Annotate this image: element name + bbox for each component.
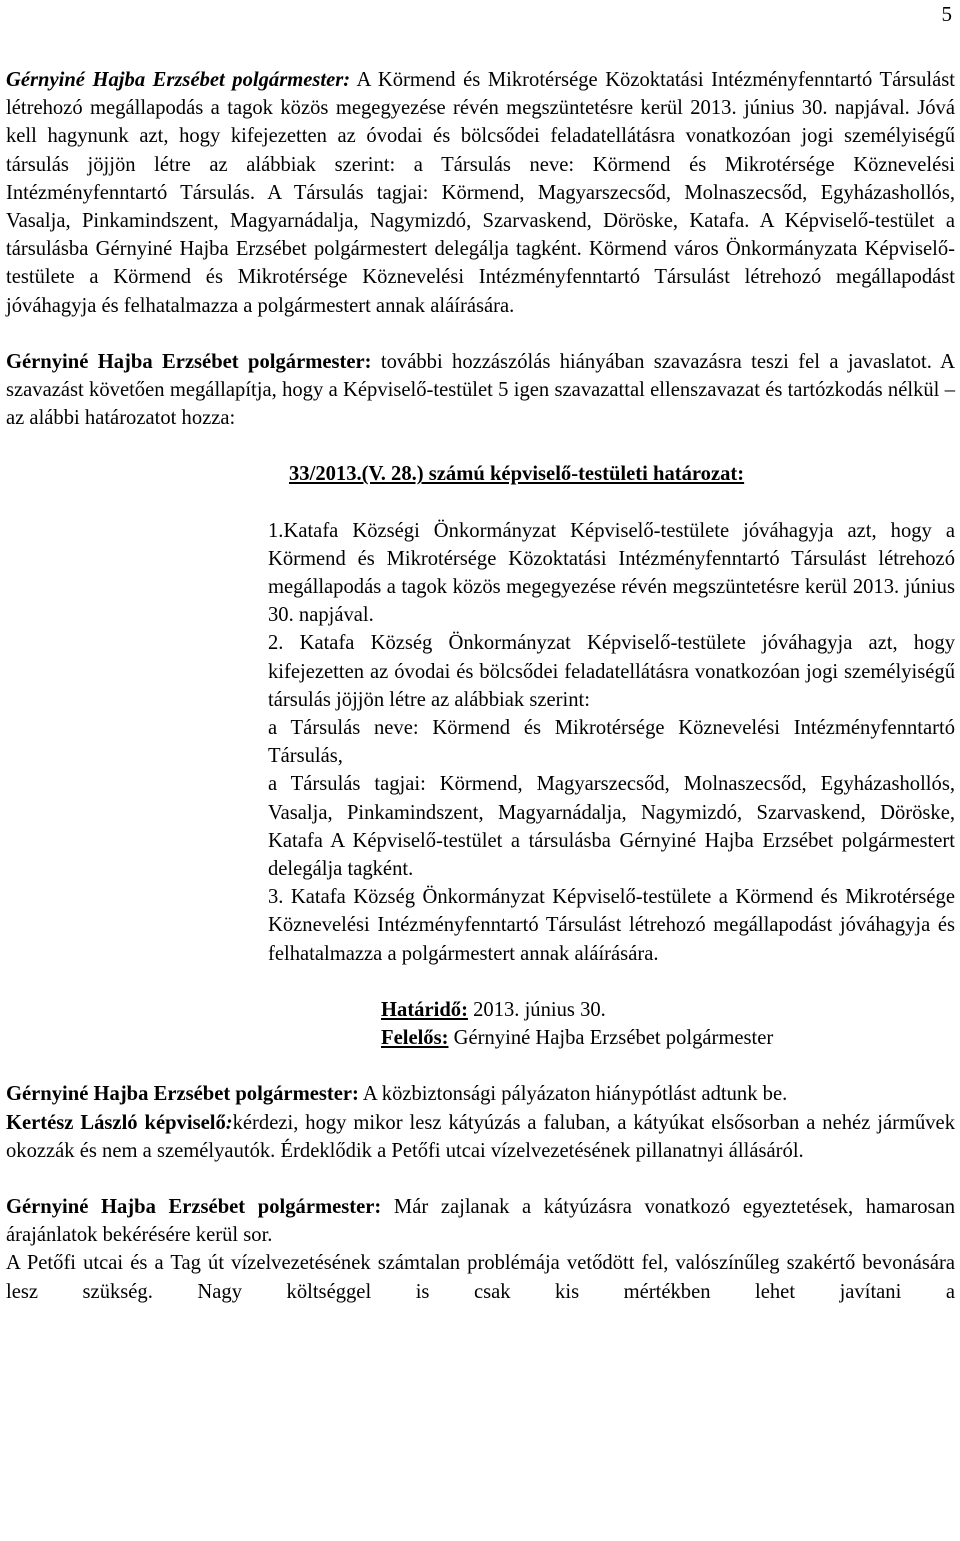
page-number: 5: [941, 2, 952, 26]
paragraph-text: A Körmend és Mikrotérsége Közoktatási Intézményfenntartó Társulást létrehozó megállapodás a tagok közös megegyezése révén megszüntetésre kerül 2013. június 30. napjával. Jóvá kell hagynunk azt, hogy kifejezetten az óvodai és bölcsődei feladatellátásra vonatkozóan jogi személyiségű társulás jöjjön létre az alábbiak szerint: a Társulás neve: Körmend és Mikrotérsége Köznevelési Intézményfenntartó Társulás. A Társulás tagjai: Körmend, Magyarszecsőd, Molnaszecsőd, Egyházashollós, Vasalja, Pinkamindszent, Magyarnádalja, Nagymizdó, Szarvaskend, Döröske, Katafa. A Képviselő-testület a társulásba Gérnyiné Hajba Erzsébet polgármestert delegálja tagként. Körmend város Önkormányzata Képviselő-testülete a Körmend és Mikrotérsége Köznevelési Intézményfenntartó Társulást létrehozó megállapodást jóváhagyja és felhatalmazza a polgármestert annak aláírására.: [6, 69, 956, 317]
speaker-name: Gérnyiné Hajba Erzsébet polgármester:: [6, 1195, 382, 1218]
deadline-value: 2013. június 30.: [467, 998, 606, 1021]
paragraph-text: további hozzászólás hiányában szavazásra teszi fel a javaslatot. A szavazást követően megállapítja, hogy a Képviselő-testület 5 igen szavazattal ellenszavazat és tartózkodás nélkül – az alábbi határozatot hozza:: [6, 350, 955, 430]
paragraph-mayor-application: [6, 1080, 955, 1108]
deadline-line: [6, 996, 955, 1024]
deadline-label: Határidő:: [381, 998, 468, 1021]
speaker-name: Gérnyiné Hajba Erzsébet polgármester:: [6, 1083, 359, 1106]
resolution-body: [268, 517, 955, 968]
resolution-item-2-members: a Társulás tagjai: Körmend, Magyarszecsőd, Molnaszecsőd, Egyházashollós, Vasalja, Pinkamindszent, Magyarnádalja, Nagymizdó, Szarvaskend, Döröske, Katafa A Képviselő-testület a társulásba Gérnyiné Hajba Erzsébet polgármestert delegálja tagként.: [268, 773, 955, 881]
resolution-item-1: 1.Katafa Községi Önkormányzat Képviselő-testülete jóváhagyja azt, hogy a Körmend és Mikrotérsége Közoktatási Intézményfenntartó Társulást létrehozó megállapodás a tagok közös megegyezése révén megszüntetésre kerül 2013. június 30. napjával.: [268, 519, 955, 627]
resolution-item-2: 2. Katafa Község Önkormányzat Képviselő-testülete jóváhagyja azt, hogy kifejezetten az óvodai és bölcsődei feladatellátásra vonatkozóan jogi személyiségű társulás jöjjön létre az alábbiak szerint:: [268, 632, 955, 711]
resolution-item-2-name: a Társulás neve: Körmend és Mikrotérsége Köznevelési Intézményfenntartó Társulás,: [268, 717, 955, 768]
responsible-label: Felelős:: [381, 1027, 449, 1050]
paragraph-mayor-answer: [6, 1193, 955, 1249]
paragraph-vote-call: [6, 348, 955, 433]
paragraph-representative-question: [6, 1109, 955, 1165]
document-body: [6, 66, 955, 1306]
speaker-name: Gérnyiné Hajba Erzsébet polgármester:: [6, 69, 351, 91]
paragraph-text: A közbiztonsági pályázaton hiánypótlást adtunk be.: [358, 1083, 788, 1106]
paragraph-text: Már zajlanak a kátyúzásra vonatkozó egyeztetések, hamarosan árajánlatok bekérésére kerül sor.: [6, 1195, 956, 1247]
resolution-item-3: 3. Katafa Község Önkormányzat Képviselő-testülete a Körmend és Mikrotérsége Köznevelési Intézményfenntartó Társulást létrehozó megállapodást jóváhagyja és felhatalmazza a polgármestert annak aláírására.: [268, 886, 955, 965]
responsible-line: [6, 1024, 955, 1052]
responsible-value: Gérnyiné Hajba Erzsébet polgármester: [448, 1027, 774, 1050]
speaker-name: Kertész László képviselő: [6, 1111, 226, 1134]
paragraph-text: kérdezi, hogy mikor lesz kátyúzás a faluban, a kátyúkat elsősorban a nehéz járművek okozzák és nem a személyautók. Érdeklődik a Petőfi utcai vízelvezetésének pillanatnyi állásáról.: [6, 1111, 955, 1162]
paragraph-mayor-statement: [6, 66, 955, 320]
speaker-name: Gérnyiné Hajba Erzsébet polgármester:: [6, 350, 372, 373]
paragraph-drainage: A Petőfi utcai és a Tag út vízelvezetésének számtalan problémája vetődött fel, valószínűleg szakértő bevonására lesz szükség. Nagy költséggel is csak kis mértékben lehet javítani a: [6, 1252, 955, 1303]
speaker-colon: :: [225, 1111, 233, 1134]
resolution-title: 33/2013.(V. 28.) számú képviselő-testületi határozat:: [289, 463, 745, 486]
